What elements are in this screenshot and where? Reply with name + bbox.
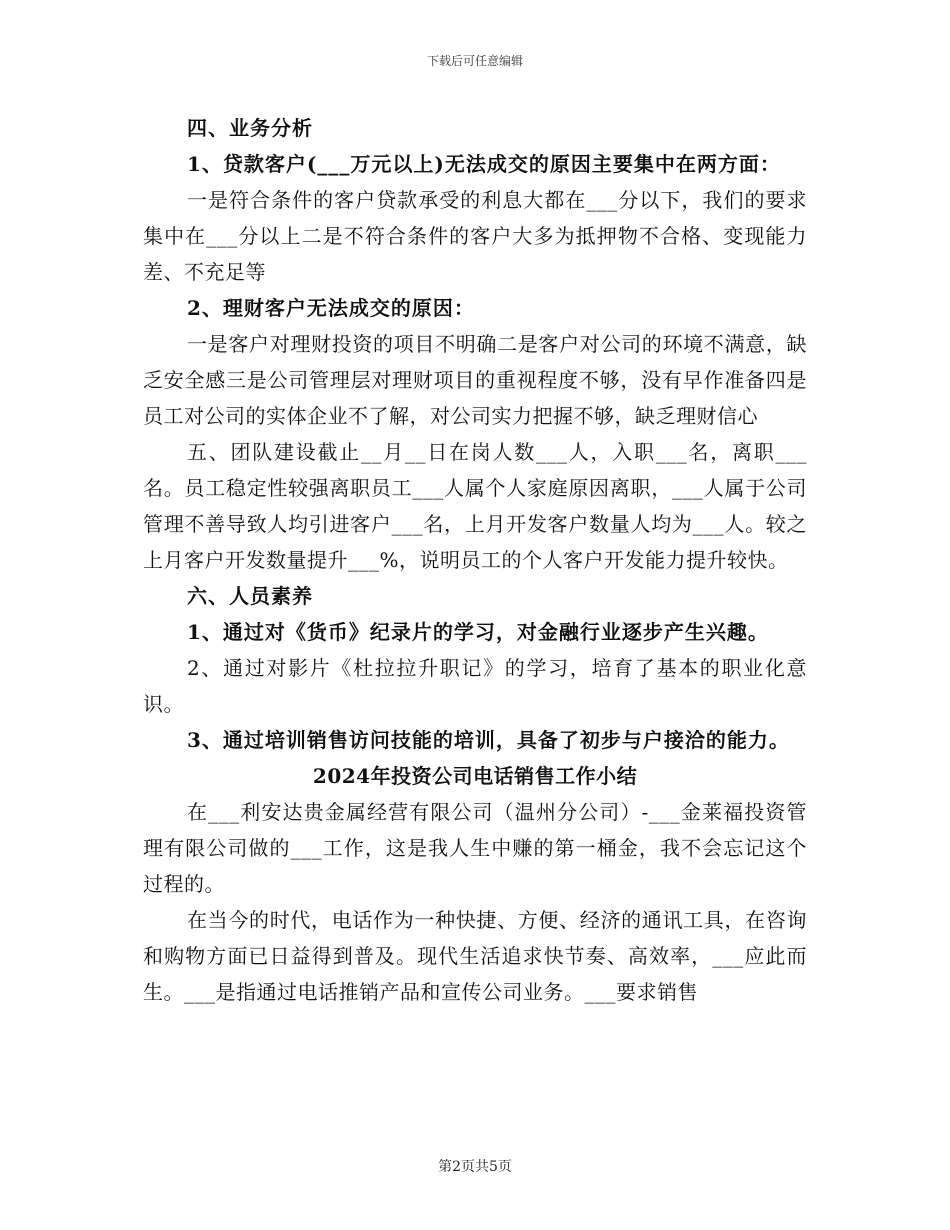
section-heading-business-analysis: 四、业务分析 — [187, 116, 313, 140]
paragraph-telephone-sales: 在当今的时代，电话作为一种快捷、方便、经济的通讯工具，在咨询和购物方面已日益得到普及。现代生活追求快节奏、高效率，___应此而生。___是指通过电话推销产品和宣传公司业务。___要求销售 — [143, 908, 807, 1004]
subheading-loan-clients: 1、贷款客户(___万元以上)无法成交的原因主要集中在两方面： — [187, 152, 781, 176]
document-body — [143, 110, 807, 1010]
page-footer: 第2页共5页 — [438, 1159, 512, 1175]
document-title: 2024年投资公司电话销售工作小结 — [312, 764, 638, 788]
paragraph-team-building: 五、团队建设截止__月__日在岗人数___人，入职___名，离职___名。员工稳定性较强离职员工___人属个人家庭原因离职，___人属于公司管理不善导致人均引进客户___名，上月开发客户数量人均为___人。较之上月客户开发数量提升___%，说明员工的个人客户开发能力提升较快。 — [143, 440, 807, 572]
paragraph-intro: 在___利安达贵金属经营有限公司（温州分公司）-___金莱福投资管理有限公司做的___工作，这是我人生中赚的第一桶金，我不会忘记这个过程的。 — [143, 800, 807, 896]
subheading-wealth-clients: 2、理财客户无法成交的原因： — [187, 296, 475, 320]
list-item-2: 2、通过对影片《杜拉拉升职记》的学习，培育了基本的职业化意识。 — [143, 656, 807, 716]
paragraph-loan-reasons: 一是符合条件的客户贷款承受的利息大都在___分以下，我们的要求集中在___分以上二是不符合条件的客户大多为抵押物不合格、变现能力差、不充足等 — [143, 188, 807, 284]
list-item-3: 3、通过培训销售访问技能的培训，具备了初步与户接洽的能力。 — [187, 728, 790, 752]
list-item-1: 1、通过对《货币》纪录片的学习，对金融行业逐步产生兴趣。 — [187, 620, 769, 644]
paragraph-wealth-reasons: 一是客户对理财投资的项目不明确二是客户对公司的环境不满意，缺乏安全感三是公司管理层对理财项目的重视程度不够，没有早作准备四是员工对公司的实体企业不了解，对公司实力把握不够，缺乏理财信心 — [143, 332, 807, 428]
section-heading-staff-quality: 六、人员素养 — [187, 584, 313, 608]
page-header: 下载后可任意编辑 — [426, 54, 523, 68]
